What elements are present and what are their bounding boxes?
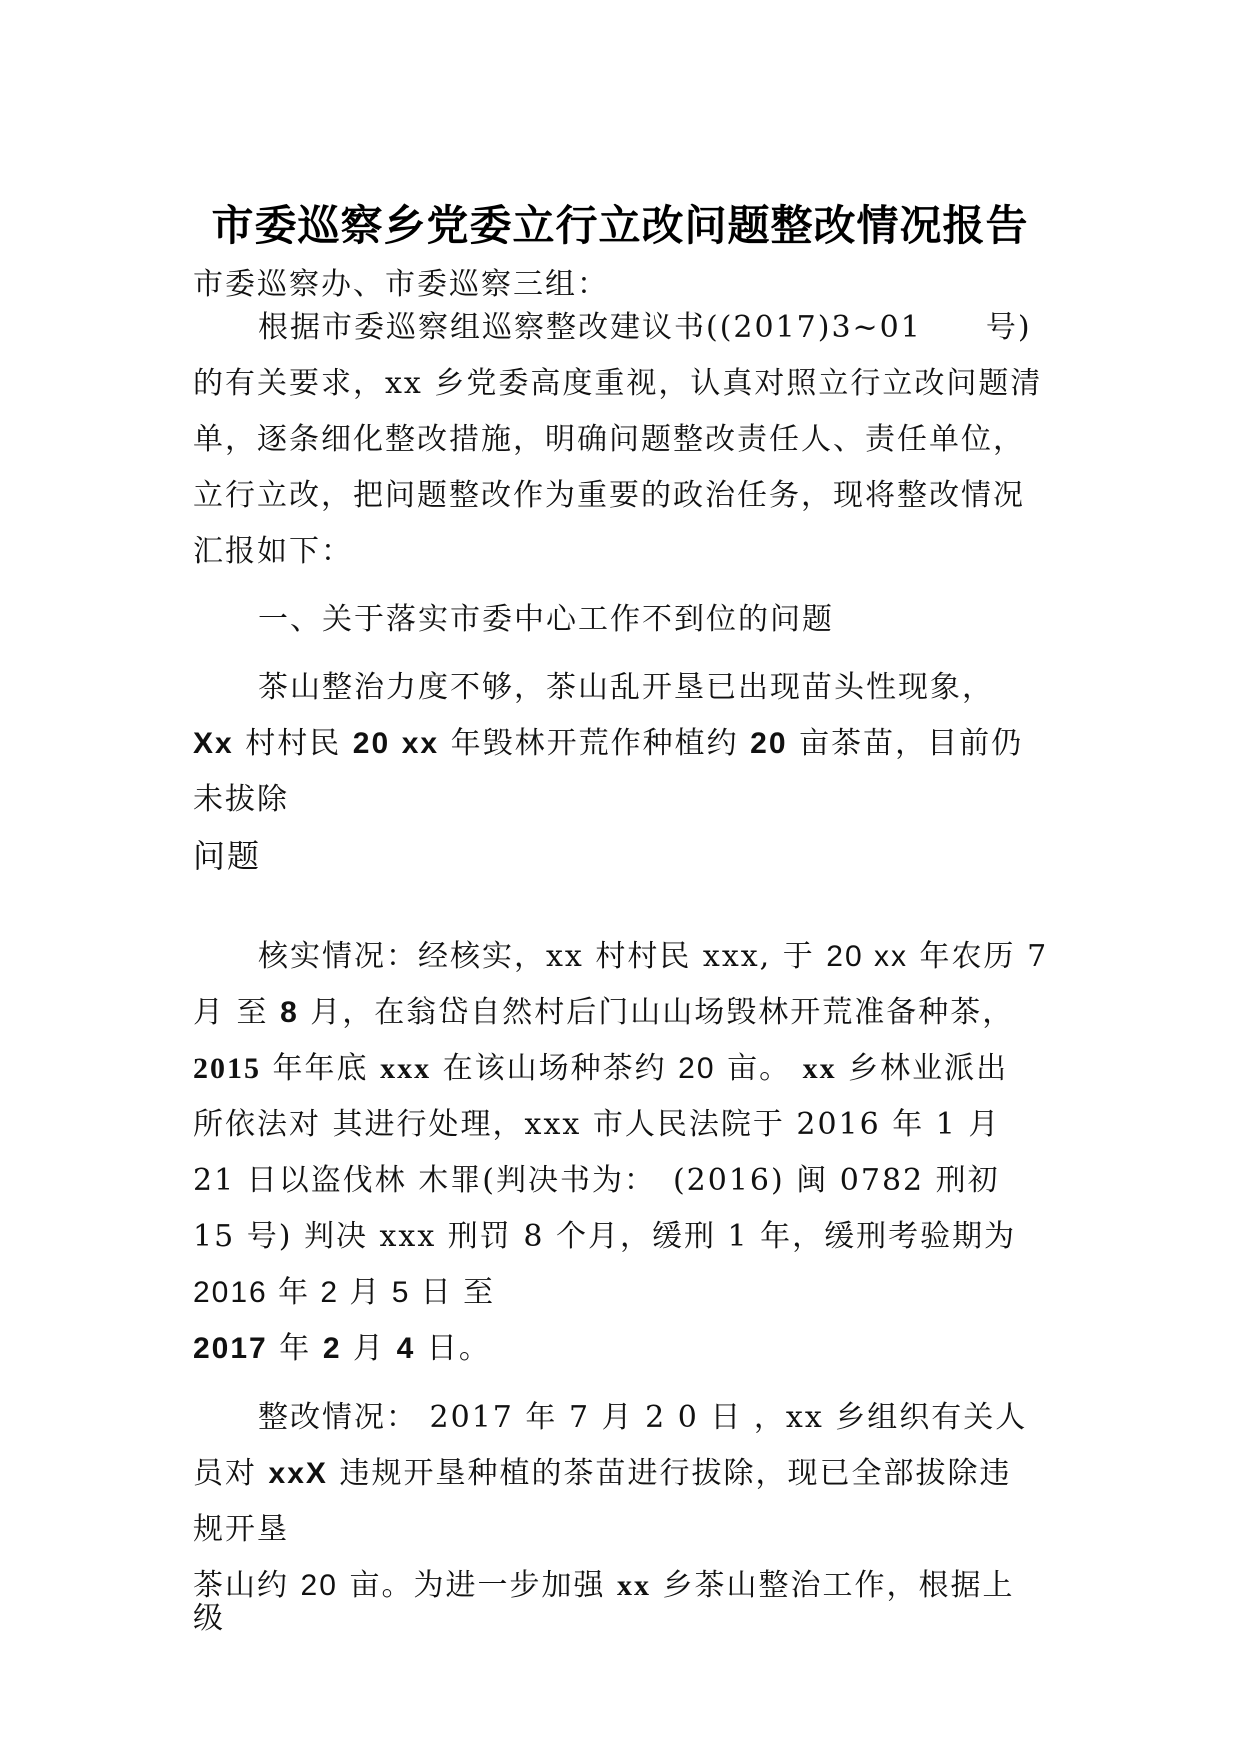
text-segment: 2015 [193,1052,261,1085]
intro-line-3: 单，逐条细化整改措施，明确问题整改责任人、责任单位， [193,422,1025,457]
text-segment: 20 [750,727,788,760]
intro-line-2: 的有关要求，xx 乡党委高度重视，认真对照立行立改问题清 [193,366,1043,401]
text-segment: 2017 [193,1332,268,1365]
intro-line-1: 根据市委巡察组巡察整改建议书((2017)3~01 号) [258,310,1032,345]
text-segment: 年农历 7 [908,939,1049,974]
problem-line-1: 茶山整治力度不够，茶山乱开垦已出现苗头性现象， [258,670,994,705]
verify-line-7: 2016 年 2 月 5 日 至 [193,1276,496,1309]
text-segment: 年毁林开荒作种植约 [439,726,751,761]
text-segment [390,726,402,761]
verify-line-6: 15 号) 判决 xxx 刑罚 8 个月，缓刑 1 年，缓刑考验期为 [193,1219,1017,1254]
verify-line-8 [193,1327,491,1371]
text-segment: 在该山场种茶约 [431,1051,679,1086]
verify-line-3 [193,1047,1008,1091]
text-segment: 20 xx [826,940,908,973]
text-segment: 日。 [415,1331,491,1366]
text-segment: 乡林业派出 [836,1051,1009,1086]
text-segment: xx [401,727,440,760]
salutation: 市委巡察办、市委巡察三组： [193,267,609,302]
rectify-line-2 [193,1452,1011,1496]
text-segment: xx [802,1052,837,1085]
verify-line-5: 21 日以盗伐林 木罪(判决书为： (2016) 闽 0782 刑初 [193,1163,1000,1198]
intro-line-5: 汇报如下： [193,534,353,569]
text-segment: 年年底 [261,1051,381,1086]
text-segment: 亩。为进一步加强 [337,1568,617,1603]
text-segment: 8 [280,996,299,1029]
text-segment: 核实情况：经核实，xx 村村民 xxx, 于 [258,939,827,974]
text-segment: 员对 [193,1456,269,1491]
problem-line-4: 问题 [193,838,262,874]
text-segment: Xx [193,727,234,760]
document-title: 市委巡察乡党委立行立改问题整改情况报告 [211,201,1029,250]
text-segment: 违规开垦种植的茶苗进行拔除，现已全部拔除违 [327,1456,1012,1491]
intro-line-4: 立行立改，把问题整改作为重要的政治任务，现将整改情况 [193,478,1025,513]
text-segment: 20 [678,1052,716,1085]
text-segment: xxX [268,1457,328,1490]
text-segment: 月，在翁岱自然村后门山山场毁林开荒准备种茶， [298,995,1015,1030]
text-segment: 乡茶山整治工作，根据上 [651,1568,1015,1603]
rectify-line-1: 整改情况： 2017 年 7 月 2 0 日 ，xx 乡组织有关人 [258,1400,1028,1435]
text-segment: 2 [322,1332,342,1365]
text-segment: 亩茶苗，目前仍 [787,726,1024,761]
rectify-line-5: 级 [193,1601,225,1636]
verify-line-1 [258,935,1048,979]
text-segment: xx [617,1569,651,1602]
text-segment: 4 [396,1332,416,1365]
problem-line-2 [193,722,1023,766]
text-segment: 月 [341,1331,397,1366]
section-heading: 一、关于落实市委中心工作不到位的问题 [258,602,834,637]
text-segment: 月 至 [193,995,281,1030]
text-segment: 20 [352,727,391,760]
text-segment: 亩。 [715,1051,803,1086]
rectify-line-3: 规开垦 [193,1512,289,1547]
verify-line-2 [193,991,1014,1035]
verify-line-4: 所依法对 其进行处理，xxx 市人民法院于 2016 年 1 月 [193,1107,1001,1142]
problem-line-3: 未拔除 [193,782,289,817]
text-segment: 20 [300,1569,338,1602]
text-segment: 村村民 [233,726,353,761]
text-segment: 年 [267,1331,323,1366]
rectify-line-4 [193,1564,1015,1608]
text-segment: xxx [380,1052,432,1085]
text-segment: 茶山约 [193,1568,301,1603]
